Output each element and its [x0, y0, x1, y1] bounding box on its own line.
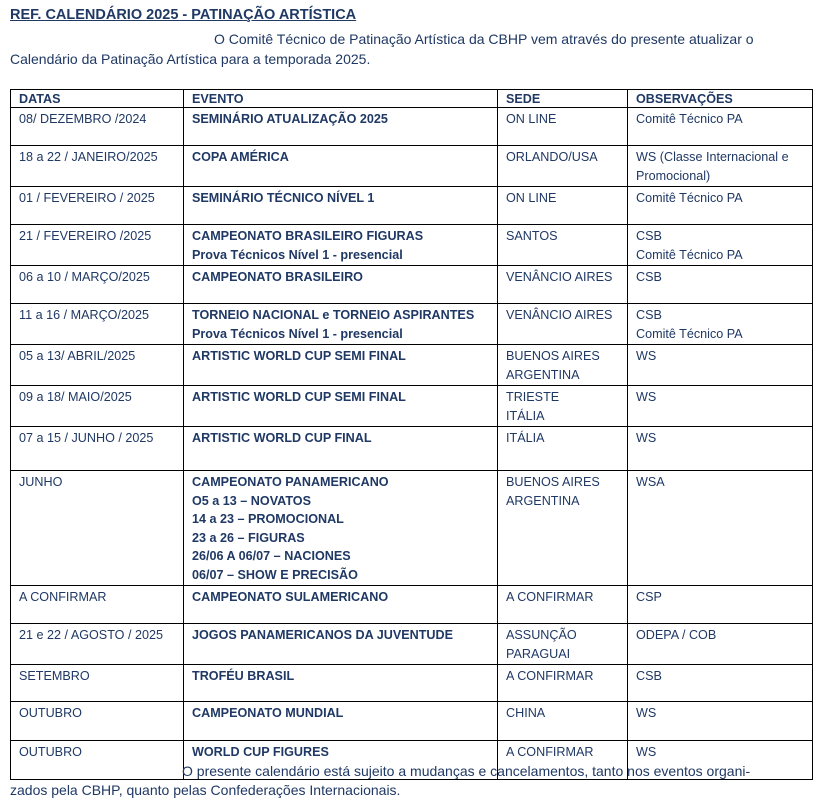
cell-line: OUTUBRO — [19, 745, 82, 759]
cell-line: A CONFIRMAR — [506, 669, 594, 683]
cell-line: 01 / FEVEREIRO / 2025 — [19, 191, 155, 205]
table-row — [11, 427, 813, 471]
cell-line: 26/06 A 06/07 – NACIONES — [192, 549, 351, 563]
cell-date — [11, 702, 184, 741]
cell-line: SEMINÁRIO ATUALIZAÇÃO 2025 — [192, 112, 388, 126]
cell-event — [184, 665, 498, 702]
cell-date — [11, 304, 184, 345]
header-event: EVENTO — [184, 90, 498, 108]
cell-event — [184, 225, 498, 266]
cell-line: JUNHO — [19, 475, 63, 489]
cell-line: Prova Técnicos Nível 1 - presencial — [192, 247, 403, 262]
cell-line: CAMPEONATO BRASILEIRO — [192, 270, 363, 284]
cell-venue — [498, 665, 628, 702]
cell-observations — [628, 665, 813, 702]
document-title: REF. CALENDÁRIO 2025 - PATINAÇÃO ARTÍSTICA — [10, 7, 357, 23]
table-row — [11, 225, 813, 266]
table-row — [11, 702, 813, 741]
cell-line: 05 a 13/ ABRIL/2025 — [19, 349, 136, 363]
cell-venue — [498, 471, 628, 586]
cell-date — [11, 345, 184, 386]
cell-event — [184, 624, 498, 665]
cell-venue — [498, 702, 628, 741]
cell-line: WS — [636, 745, 657, 759]
cell-line: Prova Técnicos Nível 1 - presencial — [192, 326, 403, 341]
table-row — [11, 304, 813, 345]
cell-line: SEMINÁRIO TÉCNICO NÍVEL 1 — [192, 191, 375, 205]
cell-venue — [498, 624, 628, 665]
cell-venue — [498, 304, 628, 345]
cell-venue — [498, 146, 628, 187]
cell-line: ASSUNÇÃO — [506, 628, 577, 642]
cell-line: VENÂNCIO AIRES — [506, 270, 613, 284]
cell-line: TROFÉU BRASIL — [192, 669, 295, 683]
intro-text-line-1: O Comitê Técnico de Patinação Artística da CBHP vem através do presente atualizar o — [214, 31, 754, 47]
cell-line: VENÂNCIO AIRES — [506, 308, 613, 322]
cell-line: CSB — [636, 270, 662, 284]
cell-line: TORNEIO NACIONAL e TORNEIO ASPIRANTES — [192, 308, 475, 322]
cell-line: 23 a 26 – FIGURAS — [192, 530, 305, 545]
cell-line: Comitê Técnico PA — [636, 326, 743, 341]
cell-date — [11, 266, 184, 304]
cell-event — [184, 187, 498, 225]
cell-line: WS — [636, 431, 657, 445]
cell-date — [11, 471, 184, 586]
cell-venue — [498, 586, 628, 624]
cell-line: SANTOS — [506, 229, 558, 243]
cell-observations — [628, 624, 813, 665]
cell-observations — [628, 187, 813, 225]
cell-observations — [628, 225, 813, 266]
cell-line: WSA — [636, 475, 665, 489]
cell-date — [11, 741, 184, 780]
cell-date — [11, 386, 184, 427]
cell-line: CSB — [636, 308, 662, 322]
cell-observations — [628, 427, 813, 471]
cell-line: CHINA — [506, 706, 546, 720]
cell-line: A CONFIRMAR — [19, 590, 107, 604]
header-venue: SEDE — [498, 90, 628, 108]
cell-line: WS — [636, 349, 657, 363]
table-row — [11, 146, 813, 187]
cell-venue — [498, 266, 628, 304]
cell-event — [184, 586, 498, 624]
table-row — [11, 665, 813, 702]
calendar-table — [10, 89, 813, 780]
cell-venue — [498, 187, 628, 225]
cell-observations — [628, 108, 813, 146]
cell-line: TRIESTE — [506, 390, 560, 404]
cell-line: ARTISTIC WORLD CUP FINAL — [192, 431, 372, 445]
cell-line: CAMPEONATO SULAMERICANO — [192, 590, 389, 604]
cell-event — [184, 304, 498, 345]
cell-observations — [628, 146, 813, 187]
cell-line: 07 a 15 / JUNHO / 2025 — [19, 431, 154, 445]
cell-line: Comitê Técnico PA — [636, 112, 743, 126]
cell-date — [11, 624, 184, 665]
cell-event — [184, 471, 498, 586]
calendar-body — [11, 108, 813, 780]
cell-event — [184, 427, 498, 471]
cell-date — [11, 427, 184, 471]
cell-line: 11 a 16 / MARÇO/2025 — [19, 308, 149, 322]
intro-text-line-2: Calendário da Patinação Artística para a temporada 2025. — [10, 51, 371, 67]
table-row — [11, 586, 813, 624]
cell-line: 08/ DEZEMBRO /2024 — [19, 112, 147, 126]
cell-line: A CONFIRMAR — [506, 590, 594, 604]
cell-venue — [498, 108, 628, 146]
table-row — [11, 386, 813, 427]
cell-venue — [498, 225, 628, 266]
cell-line: JOGOS PANAMERICANOS DA JUVENTUDE — [192, 628, 453, 642]
cell-line: OUTUBRO — [19, 706, 82, 720]
cell-observations — [628, 304, 813, 345]
cell-line: ORLANDO/USA — [506, 150, 598, 164]
cell-line: CSB — [636, 669, 662, 683]
cell-line: Promocional) — [636, 168, 711, 183]
cell-line: ARGENTINA — [506, 367, 580, 382]
cell-line: ON LINE — [506, 112, 557, 126]
cell-line: WS (Classe Internacional e — [636, 150, 789, 164]
cell-observations — [628, 471, 813, 586]
cell-line: ARTISTIC WORLD CUP SEMI FINAL — [192, 349, 406, 363]
cell-line: BUENOS AIRES — [506, 349, 600, 363]
table-row — [11, 108, 813, 146]
cell-date — [11, 665, 184, 702]
cell-line: WORLD CUP FIGURES — [192, 745, 329, 759]
table-row — [11, 187, 813, 225]
cell-event — [184, 386, 498, 427]
table-row — [11, 624, 813, 665]
header-observations: OBSERVAÇÕES — [628, 90, 813, 108]
cell-observations — [628, 702, 813, 741]
cell-line: CAMPEONATO PANAMERICANO — [192, 475, 389, 489]
cell-event — [184, 146, 498, 187]
cell-event — [184, 345, 498, 386]
cell-line: ON LINE — [506, 191, 557, 205]
cell-line: CAMPEONATO BRASILEIRO FIGURAS — [192, 229, 424, 243]
cell-line: BUENOS AIRES — [506, 475, 600, 489]
cell-venue — [498, 386, 628, 427]
cell-line: 06 a 10 / MARÇO/2025 — [19, 270, 150, 284]
cell-date — [11, 146, 184, 187]
cell-line: 09 a 18/ MAIO/2025 — [19, 390, 132, 404]
cell-date — [11, 586, 184, 624]
cell-date — [11, 225, 184, 266]
cell-line: ITÁLIA — [506, 408, 545, 423]
header-dates: DATAS — [11, 90, 184, 108]
cell-observations — [628, 386, 813, 427]
cell-line: CSP — [636, 590, 662, 604]
cell-line: SETEMBRO — [19, 669, 90, 683]
cell-line: Comitê Técnico PA — [636, 191, 743, 205]
cell-line: 18 a 22 / JANEIRO/2025 — [19, 150, 158, 164]
cell-line: COPA AMÉRICA — [192, 150, 289, 164]
cell-date — [11, 108, 184, 146]
cell-line: A CONFIRMAR — [506, 745, 594, 759]
cell-event — [184, 108, 498, 146]
table-header-row — [11, 90, 813, 108]
table-row — [11, 266, 813, 304]
cell-line: 21 / FEVEREIRO /2025 — [19, 229, 152, 243]
table-row — [11, 345, 813, 386]
cell-line: 06/07 – SHOW E PRECISÃO — [192, 567, 358, 582]
cell-date — [11, 187, 184, 225]
cell-line: ODEPA / COB — [636, 628, 717, 642]
cell-line: WS — [636, 706, 657, 720]
cell-observations — [628, 345, 813, 386]
table-row — [11, 471, 813, 586]
cell-line: 21 e 22 / AGOSTO / 2025 — [19, 628, 163, 642]
cell-observations — [628, 586, 813, 624]
footer-note-line-2: zados pela CBHP, quanto pelas Confederações Internacionais. — [10, 782, 401, 798]
cell-observations — [628, 266, 813, 304]
cell-venue — [498, 427, 628, 471]
cell-event — [184, 702, 498, 741]
cell-line: CAMPEONATO MUNDIAL — [192, 706, 344, 720]
cell-line: WS — [636, 390, 657, 404]
cell-line: O5 a 13 – NOVATOS — [192, 493, 311, 508]
cell-line: Comitê Técnico PA — [636, 247, 743, 262]
cell-line: ITÁLIA — [506, 431, 545, 445]
cell-line: PARAGUAI — [506, 646, 571, 661]
cell-venue — [498, 345, 628, 386]
footer-note-line-1: O presente calendário está sujeito a mudanças e cancelamentos, tanto nos eventos organi- — [182, 763, 751, 779]
cell-line: CSB — [636, 229, 662, 243]
cell-line: ARTISTIC WORLD CUP SEMI FINAL — [192, 390, 406, 404]
cell-line: ARGENTINA — [506, 493, 580, 508]
cell-line: 14 a 23 – PROMOCIONAL — [192, 512, 344, 526]
cell-event — [184, 266, 498, 304]
